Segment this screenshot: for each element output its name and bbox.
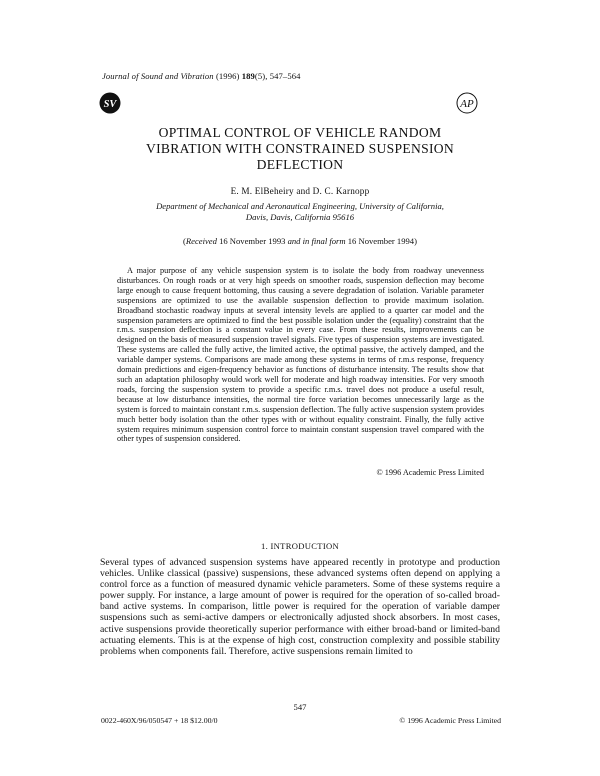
affiliation-line: Department of Mechanical and Aeronautical Engineering, University of California, [156, 201, 444, 211]
introduction-paragraph: Several types of advanced suspension systems have appeared recently in prototype and production vehicles. Unlike classical (passive) suspensions, these advanced systems often depend on applying a control force as a function of measured dynamic vehicle parameters. Some of these systems require a power supply. For instance, a large amount of power is required for the operation of so-called broad-band active systems. In comparison, little power is required for the operation of variable damper suspensions such as semi-active dampers or electronically adjusted shock absorbers. In most cases, active suspensions provide theoretically superior performance with either broad-band or limited-band actuating elements. This is at the expense of high cost, construction complexity and possible stability problems when components fail. Therefore, active suspensions remain limited to [100, 557, 500, 657]
journal-year: (1996) [215, 71, 240, 81]
journal-volume: 189 [241, 71, 255, 81]
footer-code: 0022-460X/96/050547 + 18 $12.00/0 [101, 716, 218, 725]
title-line: VIBRATION WITH CONSTRAINED SUSPENSION [145, 141, 455, 156]
title-line: OPTIMAL CONTROL OF VEHICLE RANDOM [158, 125, 442, 140]
final-form-label: and in final form [287, 236, 346, 246]
section-heading: 1. INTRODUCTION [260, 541, 340, 551]
final-form-date: 16 November 1994 [347, 236, 415, 246]
received-dates: (Received 16 November 1993 and in final form 16 November 1994) [183, 236, 417, 246]
received-date: 16 November 1993 [219, 236, 286, 246]
authors: E. M. ElBeheiry and D. C. Karnopp [230, 186, 370, 196]
journal-pages: (5), 547–564 [254, 71, 301, 81]
footer-copyright: © 1996 Academic Press Limited [399, 716, 501, 725]
svg-text:SV: SV [103, 98, 117, 110]
affiliation-line: Davis, Davis, California 95616 [245, 212, 355, 222]
sv-journal-logo-icon [99, 92, 121, 114]
academic-press-logo-icon [456, 92, 478, 114]
journal-name: Journal of Sound and Vibration [102, 71, 214, 81]
page-number: 547 [293, 702, 307, 712]
abstract-copyright: © 1996 Academic Press Limited [376, 468, 484, 477]
received-label: Received [185, 236, 217, 246]
svg-text:AP: AP [460, 98, 474, 110]
affiliation [100, 201, 500, 223]
abstract-text: A major purpose of any vehicle suspension system is to isolate the body from roadway unevenness disturbances. On rough roads or at very high speeds on smoother roads, suspension deflection may become large enough to cause frequent bottoming, thus causing a severe degradation of isolation. Variable parameter suspensions are optimized to use the available suspension deflection to provide maximum isolation. Broadband stochastic roadway inputs at several intensity levels are applied to a quarter car model and the suspension parameters are optimized to find the best possible isolation under the (equality) constraint that the r.m.s. suspension deflection is a constant value in every case. From these results, improvements can be designed on the basis of measured suspension travel signals. Five types of suspension systems are investigated. These systems are called the fully active, the limited active, the optimal passive, the actively damped, and the variable damper systems. Comparisons are made among these systems in terms of r.m.s response, frequency domain predictions and eigen-frequency behavior as functions of disturbance intensity. The results show that such an adaptation philosophy would work well for moderate and high roadway intensities. For very smooth roads, forcing the suspension system to provide a specific r.m.s. travel does not produce a useful result, because at low disturbance intensities, the normal tire force variation becomes unnecessarily large as the system is forced to maintain constant r.m.s. suspension deflection. The fully active suspension system provides much better body isolation than the other types with or without equality constraint. Finally, the fully active system requires minimum suspension control force to maintain constant suspension travel compared with the other types of suspension considered. [117, 266, 484, 444]
title-line: DEFLECTION [256, 157, 344, 172]
introduction-body [100, 557, 500, 657]
abstract [117, 266, 484, 444]
paper-title [100, 125, 500, 173]
journal-citation [102, 71, 301, 81]
